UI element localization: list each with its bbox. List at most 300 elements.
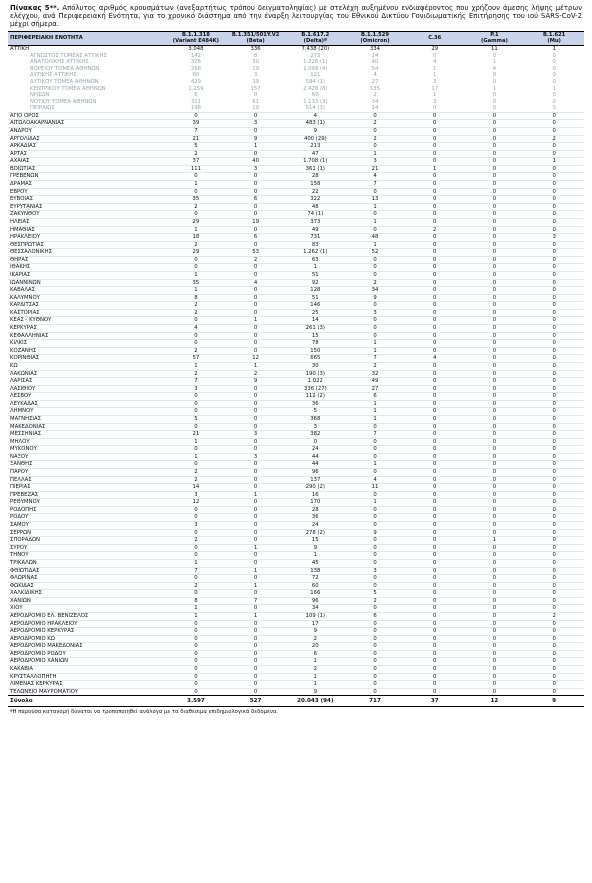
table-row — [8, 332, 584, 340]
table-row — [8, 362, 584, 370]
value-cell: 0 — [226, 150, 286, 158]
region-cell: ΑΡΤΑΣ — [8, 150, 166, 158]
table-row — [8, 544, 584, 552]
value-cell: 2 — [166, 476, 226, 484]
value-cell: 0 — [345, 582, 405, 590]
value-cell: 0 — [226, 128, 286, 136]
value-cell: 28 — [285, 173, 345, 181]
table-row — [8, 506, 584, 514]
value-cell: 0 — [226, 385, 286, 393]
column-header-line1: C.36 — [428, 34, 442, 41]
value-cell: 0 — [405, 469, 465, 477]
value-cell: 0 — [226, 522, 286, 530]
region-cell: ΜΥΚΟΝΟΥ — [8, 446, 166, 454]
region-cell: ΜΑΓΝΗΣΙΑΣ — [8, 415, 166, 423]
table-row — [8, 688, 584, 696]
footnote: ªΗ παρούσα κατανομή δύναται να τροποποιηθεί ανάλογα με τα διαθέσιμα επιδημιολογικά δεδομένα. — [10, 709, 279, 716]
value-cell: 2 — [524, 135, 584, 143]
value-cell: 190 (3) — [285, 370, 345, 378]
value-cell: 334 — [345, 46, 405, 53]
value-cell: 0 — [405, 317, 465, 325]
value-cell: 0 — [226, 628, 286, 636]
value-cell: 311 — [190, 98, 201, 105]
region-cell: ΡΟΔΟΠΗΣ — [8, 506, 166, 514]
value-cell: 3 — [345, 309, 405, 317]
table-body — [8, 46, 584, 696]
value-cell: 0 — [524, 287, 584, 295]
region-cell: ΙΘΑΚΗΣ — [8, 264, 166, 272]
table-row — [8, 165, 584, 173]
value-cell: 0 — [524, 491, 584, 499]
value-cell: 0 — [405, 590, 465, 598]
value-cell: 7 — [345, 431, 405, 439]
value-cell: 0 — [465, 544, 525, 552]
value-cell: 0 — [524, 484, 584, 492]
region-cell: ΗΡΑΚΛΕΙΟΥ — [8, 234, 166, 242]
value-cell: 0 — [465, 400, 525, 408]
value-cell: 0 — [405, 370, 465, 378]
value-cell: 0 — [524, 552, 584, 560]
value-cell: 1 — [226, 613, 286, 621]
value-cell: 0 — [345, 537, 405, 545]
value-cell: 0 — [465, 491, 525, 499]
value-cell: 0 — [465, 271, 525, 279]
value-cell: 14 — [285, 317, 345, 325]
value-cell: 9 — [345, 529, 405, 537]
value-cell: 0 — [524, 650, 584, 658]
value-cell: 24 — [371, 52, 379, 59]
value-cell: 0 — [405, 385, 465, 393]
value-cell: 29 — [166, 218, 226, 226]
table-row — [8, 415, 584, 423]
region-cell: ΝΑΞΟΥ — [8, 453, 166, 461]
table-row — [8, 628, 584, 636]
value-cell: 665 — [285, 355, 345, 363]
value-cell: 0 — [465, 469, 525, 477]
value-cell: 0 — [345, 469, 405, 477]
value-cell: 0 — [552, 105, 556, 112]
value-cell: 0 — [226, 347, 286, 355]
value-cell: 0 — [345, 628, 405, 636]
table-row — [8, 635, 584, 643]
value-cell: 34 — [371, 98, 379, 105]
value-cell: 1.099 (4) — [303, 65, 328, 72]
value-cell: 7 — [166, 567, 226, 575]
value-cell: 1 — [166, 438, 226, 446]
region-cell: ΜΕΣΣΗΝΙΑΣ — [8, 431, 166, 439]
value-cell: 0 — [226, 688, 286, 696]
value-cell: 0 — [345, 446, 405, 454]
value-cell: 0 — [345, 264, 405, 272]
region-cell: ΚΑΒΑΛΑΣ — [8, 287, 166, 295]
value-cell: 9 — [285, 544, 345, 552]
value-cell: 1 — [166, 453, 226, 461]
table-row — [8, 112, 584, 120]
value-cell: 0 — [226, 650, 286, 658]
table-row — [8, 529, 584, 537]
value-cell: 0 — [524, 681, 584, 689]
value-cell: 0 — [465, 143, 525, 151]
value-cell: 9 — [285, 628, 345, 636]
value-cell: 22 — [285, 188, 345, 196]
value-cell: 731 — [285, 234, 345, 242]
value-cell: 30 — [252, 59, 259, 66]
value-cell: 0 — [492, 78, 497, 85]
value-cell: 2 — [166, 469, 226, 477]
value-cell: 0 — [524, 128, 584, 136]
value-cell: 2 — [345, 597, 405, 605]
value-cell: 0 — [166, 408, 226, 416]
value-cell: 0 — [345, 620, 405, 628]
table-subrow — [8, 66, 584, 73]
value-cell: 40 — [226, 158, 286, 166]
value-cell: 0 — [226, 287, 286, 295]
value-cell: 0 — [226, 393, 286, 401]
table-row — [8, 446, 584, 454]
column-header — [465, 32, 525, 46]
value-cell: 1 — [433, 65, 437, 72]
region-cell: ΚΕΝΤΡΙΚΟΥ ΤΟΜΕΑ ΑΘΗΝΩΝ — [30, 85, 106, 92]
value-cell: 0 — [524, 461, 584, 469]
column-header-line1: P.1 — [490, 32, 499, 39]
region-cell: ΡΕΘΥΜΝΟΥ — [8, 499, 166, 507]
value-cell: 0 — [465, 128, 525, 136]
value-cell: 0 — [465, 385, 525, 393]
value-cell: 0 — [166, 256, 226, 264]
value-cell: 15 — [285, 537, 345, 545]
value-cell: 0 — [166, 544, 226, 552]
document-page — [8, 0, 584, 715]
value-cell: 1 — [166, 613, 226, 621]
value-cell: 1 — [166, 362, 226, 370]
region-cell: ΑΓΙΟ ΟΡΟΣ — [8, 112, 166, 120]
table-row — [8, 211, 584, 219]
value-cell: 0 — [524, 453, 584, 461]
table-row — [8, 393, 584, 401]
region-cell: ΤΕΛΩΝΕΙΟ ΜΑΥΡΟΜΑΤΙΟΥ — [8, 688, 166, 696]
value-cell: 3 — [166, 522, 226, 530]
value-cell: 48 — [285, 203, 345, 211]
value-cell: 14 — [166, 484, 226, 492]
region-cell: ΦΘΙΩΤΙΔΑΣ — [8, 567, 166, 575]
value-cell: 0 — [345, 188, 405, 196]
value-cell: 0 — [465, 173, 525, 181]
value-cell: 0 — [524, 203, 584, 211]
value-cell: 5 — [194, 92, 198, 99]
value-cell: 0 — [166, 317, 226, 325]
value-cell: 429 — [190, 78, 201, 85]
value-cell: 3 — [345, 567, 405, 575]
value-cell: 0 — [465, 370, 525, 378]
value-cell: 0 — [405, 650, 465, 658]
total-value: 3.597 — [166, 696, 226, 707]
region-cell: ΚΕΡΚΥΡΑΣ — [8, 325, 166, 333]
value-cell: 0 — [226, 469, 286, 477]
value-cell: 0 — [524, 575, 584, 583]
value-cell: 0 — [226, 461, 286, 469]
value-cell: 278 (2) — [285, 529, 345, 537]
value-cell: 0 — [465, 552, 525, 560]
table-row — [8, 46, 584, 53]
region-cell: ΛΑΚΩΝΙΑΣ — [8, 370, 166, 378]
value-cell: 4 — [226, 279, 286, 287]
value-cell: 0 — [226, 537, 286, 545]
value-cell: 0 — [226, 309, 286, 317]
table-row — [8, 196, 584, 204]
value-cell: 0 — [405, 347, 465, 355]
value-cell: 0 — [492, 72, 497, 79]
table-row — [8, 491, 584, 499]
value-cell: 39 — [166, 120, 226, 128]
value-cell: 0 — [465, 590, 525, 598]
value-cell: 0 — [345, 143, 405, 151]
value-cell: 1 — [492, 85, 497, 92]
value-cell: 0 — [166, 264, 226, 272]
value-cell: 0 — [405, 203, 465, 211]
value-cell: 0 — [345, 681, 405, 689]
value-cell: 0 — [226, 112, 286, 120]
total-value: 9 — [524, 696, 584, 707]
value-cell: 157 — [250, 85, 261, 92]
value-cell: 7 — [166, 378, 226, 386]
value-cell: 1 — [166, 181, 226, 189]
value-cell: 2 — [166, 241, 226, 249]
value-cell: 322 — [285, 196, 345, 204]
value-cell: 96 — [285, 597, 345, 605]
value-cell: 0 — [405, 256, 465, 264]
value-cell: 2 — [285, 635, 345, 643]
table-row — [8, 128, 584, 136]
value-cell: 0 — [465, 241, 525, 249]
table-row — [8, 567, 584, 575]
value-cell: 34 — [345, 287, 405, 295]
table-row — [8, 158, 584, 166]
value-cell: 137 — [285, 476, 345, 484]
value-cell: 0 — [226, 408, 286, 416]
value-cell: 0 — [405, 431, 465, 439]
value-cell: 0 — [166, 673, 226, 681]
value-cell: 0 — [465, 567, 525, 575]
value-cell: 0 — [405, 302, 465, 310]
value-cell: 6 — [345, 613, 405, 621]
value-cell: 0 — [226, 499, 286, 507]
column-header-line2: (Mu) — [547, 37, 561, 44]
value-cell: 29 — [405, 46, 465, 53]
region-cell: ΛΙΜΕΝΑΣ ΚΕΡΚΥΡΑΣ — [8, 681, 166, 689]
value-cell: 0 — [226, 605, 286, 613]
region-cell: ΣΠΟΡΑΔΩΝ — [8, 537, 166, 545]
value-cell: 0 — [524, 514, 584, 522]
table-row — [8, 226, 584, 234]
table-row — [8, 514, 584, 522]
value-cell: 0 — [552, 92, 556, 99]
value-cell: 0 — [345, 673, 405, 681]
value-cell: 0 — [405, 582, 465, 590]
value-cell: 0 — [226, 203, 286, 211]
value-cell: 0 — [226, 673, 286, 681]
value-cell: 11 — [345, 484, 405, 492]
region-cell: ΘΗΡΑΣ — [8, 256, 166, 264]
value-cell: 1 — [226, 143, 286, 151]
value-cell: 0 — [405, 628, 465, 636]
table-row — [8, 476, 584, 484]
region-cell: ΔΥΤΙΚΗΣ ΑΤΤΙΚΗΣ — [30, 72, 77, 79]
value-cell: 1 — [345, 408, 405, 416]
value-cell: 74 (1) — [285, 211, 345, 219]
column-header-line1: B.1.1.529 — [361, 32, 389, 39]
column-header — [8, 32, 166, 46]
table-row — [8, 658, 584, 666]
value-cell: 483 (1) — [285, 120, 345, 128]
value-cell: 72 — [285, 575, 345, 583]
value-cell: 0 — [465, 461, 525, 469]
value-cell: 0 — [345, 559, 405, 567]
region-cell: ΚΙΛΚΙΣ — [8, 340, 166, 348]
value-cell: 0 — [166, 211, 226, 219]
value-cell: 54 — [371, 65, 379, 72]
value-cell: 0 — [405, 400, 465, 408]
table-row — [8, 499, 584, 507]
table-row — [8, 181, 584, 189]
value-cell: 2 — [345, 120, 405, 128]
region-cell: ΙΚΑΡΙΑΣ — [8, 271, 166, 279]
table-row — [8, 469, 584, 477]
value-cell: 0 — [524, 393, 584, 401]
column-header-line1: ΠΕΡΙΦΕΡΕΙΑΚΗ ΕΝΟΤΗΤΑ — [10, 34, 83, 41]
value-cell: 0 — [524, 400, 584, 408]
value-cell: 0 — [166, 400, 226, 408]
value-cell: 17 — [285, 620, 345, 628]
value-cell: 0 — [524, 605, 584, 613]
value-cell: 1 — [285, 552, 345, 560]
value-cell: 0 — [405, 537, 465, 545]
value-cell: 0 — [226, 423, 286, 431]
column-header — [166, 32, 226, 46]
value-cell: 0 — [465, 446, 525, 454]
column-header-line1: B.1.621 — [542, 32, 566, 39]
value-cell: 3 — [253, 72, 258, 79]
value-cell: 1 — [285, 681, 345, 689]
value-cell: 0 — [524, 112, 584, 120]
value-cell: 0 — [166, 332, 226, 340]
value-cell: 0 — [524, 469, 584, 477]
value-cell: 27 — [371, 78, 379, 85]
value-cell: 14 — [371, 105, 379, 112]
value-cell: 3 — [524, 234, 584, 242]
table-subrow — [8, 59, 584, 66]
value-cell: 0 — [166, 173, 226, 181]
value-cell: 0 — [405, 453, 465, 461]
value-cell: 0 — [166, 393, 226, 401]
value-cell: 49 — [345, 378, 405, 386]
value-cell: 2 — [166, 150, 226, 158]
region-cell: ΑΕΡΟΔΡΟΜΙΟ ΚΩ — [8, 635, 166, 643]
value-cell: 150 — [285, 347, 345, 355]
region-cell: ΧΑΛΚΙΔΙΚΗΣ — [8, 590, 166, 598]
value-cell: 0 — [285, 438, 345, 446]
region-cell: ΔΡΑΜΑΣ — [8, 181, 166, 189]
value-cell: 0 — [465, 249, 525, 257]
value-cell: 48 — [345, 234, 405, 242]
header-row — [8, 32, 584, 46]
value-cell: 0 — [405, 673, 465, 681]
value-cell: 0 — [524, 658, 584, 666]
value-cell: 0 — [405, 529, 465, 537]
value-cell: 0 — [524, 620, 584, 628]
value-cell: 61 — [252, 98, 259, 105]
value-cell: 0 — [465, 529, 525, 537]
value-cell: 0 — [465, 628, 525, 636]
value-cell: 0 — [405, 476, 465, 484]
value-cell: 2.428 (8) — [303, 85, 328, 92]
value-cell: 0 — [405, 271, 465, 279]
value-cell: 0 — [465, 211, 525, 219]
column-header-line1: B.1.617.2 — [301, 32, 330, 39]
table-row — [8, 249, 584, 257]
value-cell: 0 — [405, 605, 465, 613]
region-cell: ΣΕΡΡΩΝ — [8, 529, 166, 537]
value-cell: 0 — [345, 423, 405, 431]
value-cell: 1 — [226, 317, 286, 325]
value-cell: 0 — [465, 408, 525, 416]
value-cell: 0 — [405, 188, 465, 196]
value-cell: 0 — [465, 135, 525, 143]
region-cell: ΑΝΑΤΟΛΙΚΗΣ ΑΤΤΙΚΗΣ — [30, 59, 89, 66]
value-cell: 166 — [285, 590, 345, 598]
value-cell: 0 — [226, 173, 286, 181]
value-cell: 0 — [552, 65, 556, 72]
value-cell: 17 — [431, 85, 439, 92]
value-cell: 1 — [285, 264, 345, 272]
value-cell: 0 — [465, 362, 525, 370]
value-cell: 7 — [345, 181, 405, 189]
column-header-line1: B.1.351/501Y.V2 — [231, 32, 280, 39]
value-cell: 2 — [166, 537, 226, 545]
value-cell: 0 — [405, 666, 465, 674]
value-cell: 21 — [166, 135, 226, 143]
value-cell: 1.708 (1) — [285, 158, 345, 166]
value-cell: 0 — [465, 643, 525, 651]
value-cell: 0 — [405, 408, 465, 416]
value-cell: 0 — [226, 635, 286, 643]
value-cell: 1 — [226, 362, 286, 370]
value-cell: 0 — [492, 105, 497, 112]
value-cell: 1 — [166, 605, 226, 613]
value-cell: 0 — [524, 332, 584, 340]
value-cell: 0 — [226, 529, 286, 537]
value-cell: 0 — [405, 620, 465, 628]
value-cell: 9 — [345, 294, 405, 302]
value-cell: 273 — [310, 52, 321, 59]
table-row — [8, 234, 584, 242]
column-header-line2: (Variant E484K) — [172, 37, 219, 44]
value-cell: 1.226 (1) — [303, 59, 328, 66]
value-cell: 3 — [285, 423, 345, 431]
value-cell: 158 — [285, 181, 345, 189]
region-cell: ΚΑΛΥΜΝΟΥ — [8, 294, 166, 302]
value-cell: 51 — [285, 271, 345, 279]
value-cell: 0 — [345, 688, 405, 696]
value-cell: 4 — [405, 355, 465, 363]
table-header — [8, 32, 584, 46]
value-cell: 0 — [345, 211, 405, 219]
table-row — [8, 325, 584, 333]
table-row — [8, 317, 584, 325]
value-cell: 0 — [405, 514, 465, 522]
total-value: 717 — [345, 696, 405, 707]
region-cell: ΙΩΑΝΝΙΝΩΝ — [8, 279, 166, 287]
value-cell: 0 — [405, 112, 465, 120]
